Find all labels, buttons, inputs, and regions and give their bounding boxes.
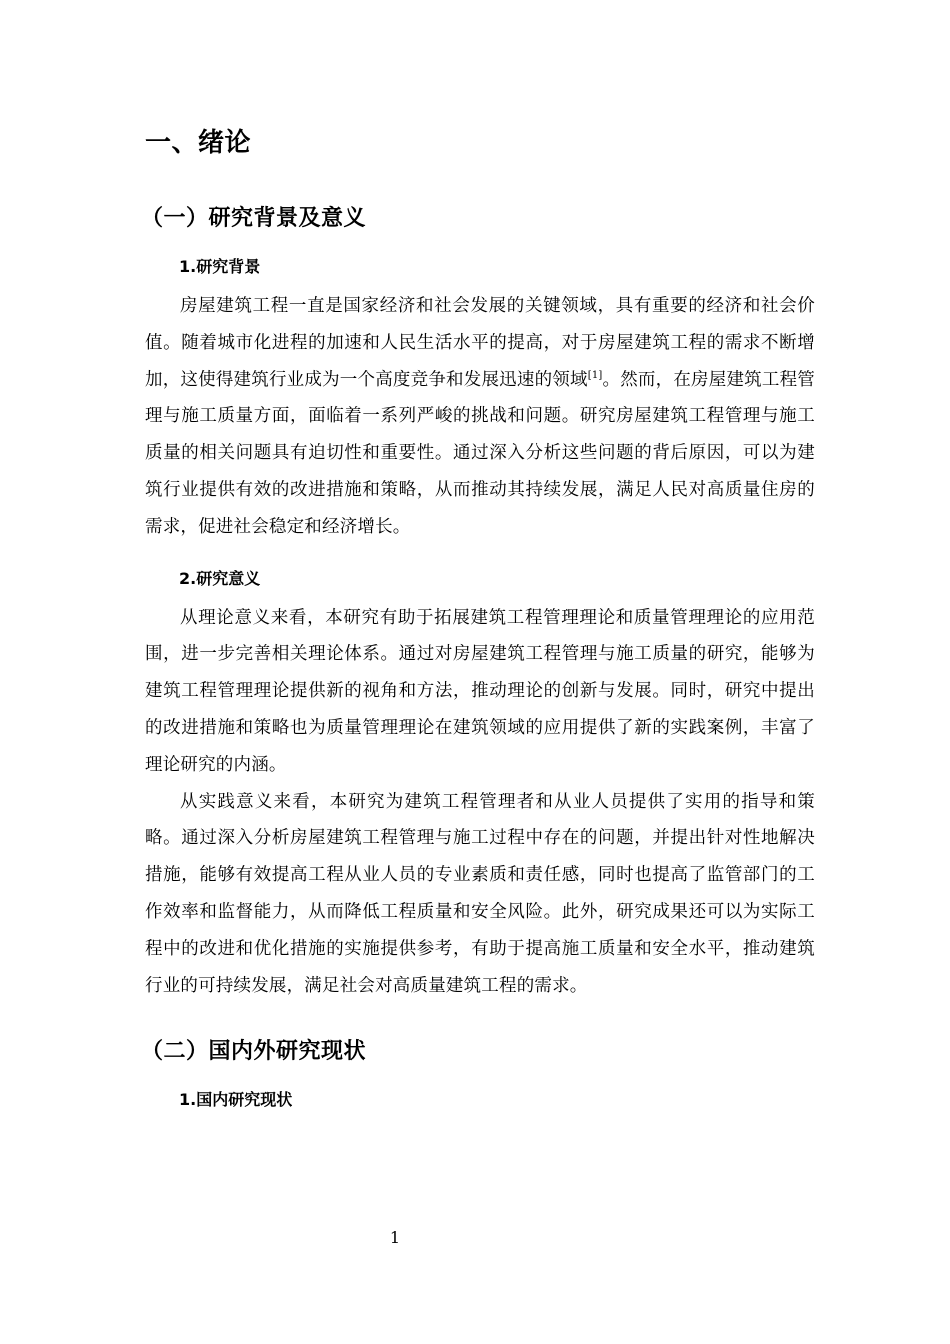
paragraph-practical-significance: 从实践意义来看，本研究为建筑工程管理者和从业人员提供了实用的指导和策略。通过深入分析房屋建筑工程管理与施工过程中存在的问题，并提出针对性地解决措施，能够有效提高工程从业人员的专业素质和责任感，同时也提高了监管部门的工作效率和监督能力，从而降低工程质量和安全风险。此外，研究成果还可以为实际工程中的改进和优化措施的实施提供参考，有助于提高施工质量和安全水平，推动建筑行业的可持续发展，满足社会对高质量建筑工程的需求。 — [145, 791, 815, 996]
spacer — [145, 546, 815, 564]
subsection-title-domestic-status: 1.国内研究现状 — [179, 1090, 293, 1110]
section-title-research-status: （二）国内外研究现状 — [141, 1039, 367, 1065]
citation-ref-1[interactable]: [1] — [587, 369, 603, 381]
subsection-title-background: 1.研究背景 — [179, 257, 261, 276]
spacer — [145, 1004, 815, 1034]
paragraph-background — [145, 288, 815, 546]
chapter-title: 一、绪论 — [145, 128, 252, 158]
subsection-title-significance: 2.研究意义 — [179, 568, 261, 588]
page-content — [141, 118, 816, 1121]
page-number: 1 — [389, 1228, 401, 1247]
paragraph-theoretical-significance: 从理论意义来看，本研究有助于拓展建筑工程管理理论和质量管理理论的应用范围，进一步完善相关理论体系。通过对房屋建筑工程管理与施工质量的研究，能够为建筑工程管理理论提供新的视角和方法，推动理论的创新与发展。同时，研究中提出的改进措施和策略也为质量管理理论在建筑领域的应用提供了新的实践案例，丰富了理论研究的内涵。 — [145, 607, 815, 775]
section-title-background-significance: （一）研究背景及意义 — [141, 206, 367, 231]
paragraph-background-part1: 房屋建筑工程一直是国家经济和社会发展的关键领域，具有重要的经济和社会价值。随着城市化进程的加速和人民生活水平的提高，对于房屋建筑工程的需求不断增加，这使得建筑行业成为一个高度竞争和发展迅速的领域 — [145, 296, 815, 390]
paragraph-background-part2: 。然而，在房屋建筑工程管理与施工质量方面，面临着一系列严峻的挑战和问题。研究房屋建筑工程管理与施工质量的相关问题具有迫切性和重要性。通过深入分析这些问题的背后原因，可以为建筑行业提供有效的改进措施和策略，从而推动其持续发展，满足人民对高质量住房的需求，促进社会稳定和经济增长。 — [145, 369, 816, 537]
